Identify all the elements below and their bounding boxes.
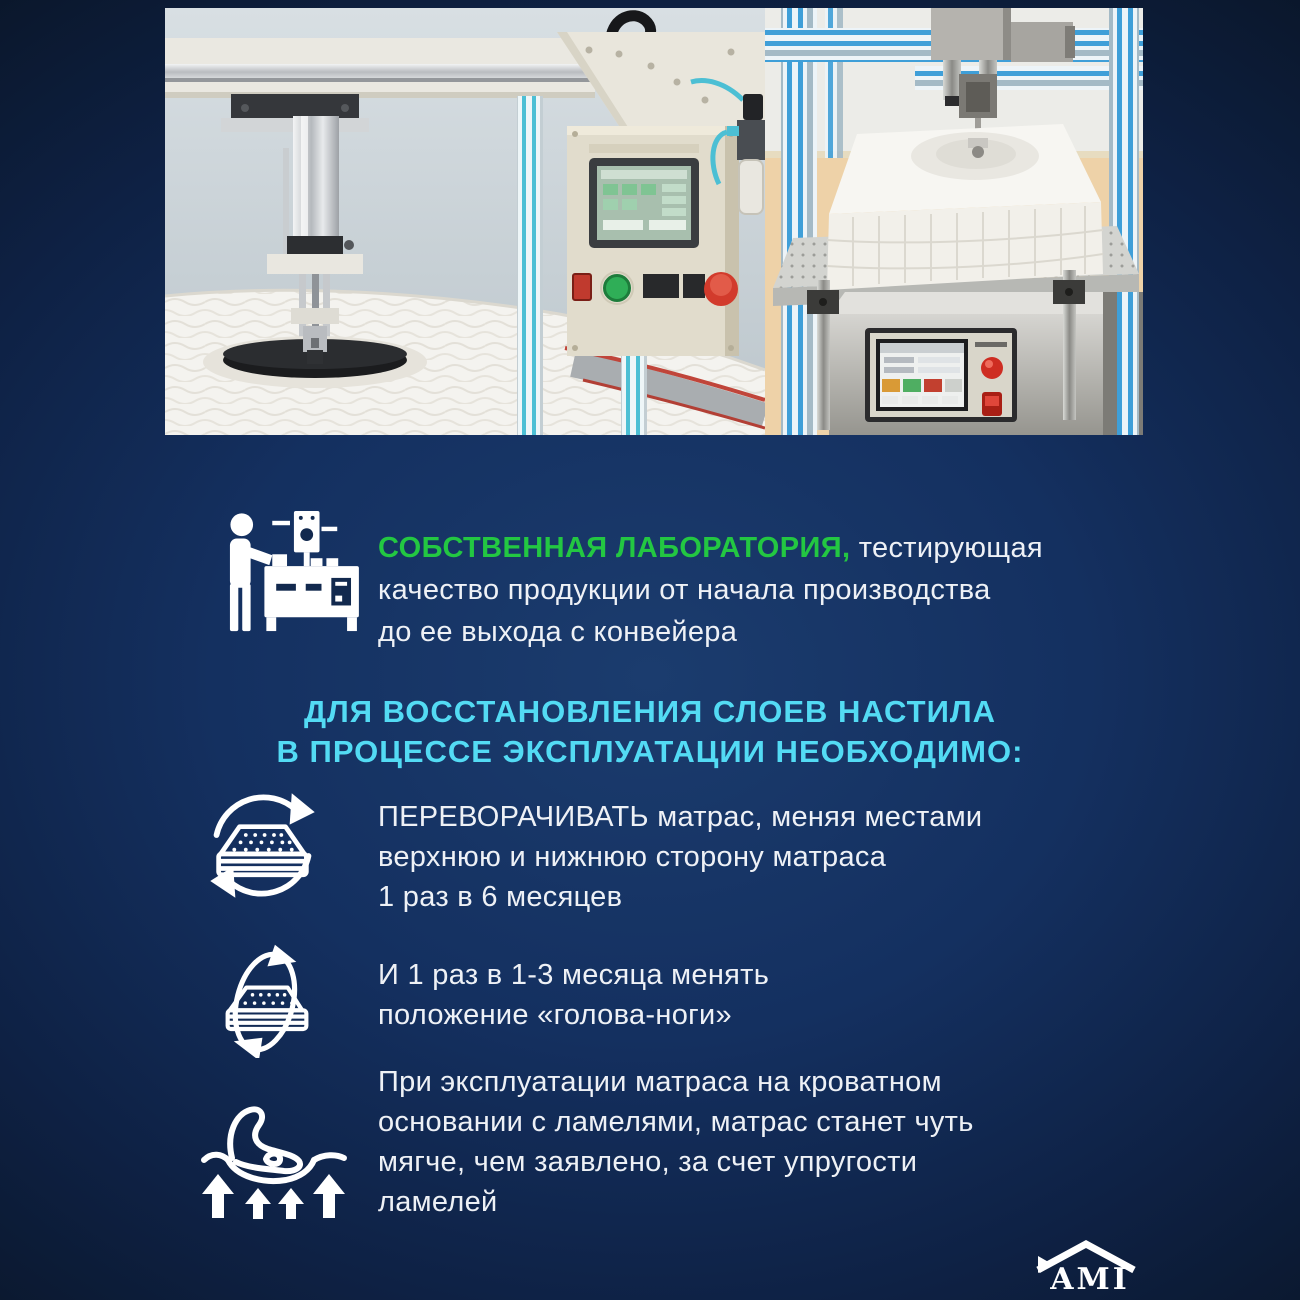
mattress-press-test-illustration (165, 8, 765, 435)
bullet-slats-line3: мягче, чем заявлено, за счет упругости (378, 1146, 918, 1178)
bullet-slats-text (378, 1062, 974, 1222)
lab-intro-text (378, 527, 1043, 653)
bullet-rotate-text (378, 955, 769, 1035)
bullet-rotate-line1: И 1 раз в 1-3 месяца менять (378, 959, 770, 991)
bullet-slats-line1: При эксплуатации матраса на кроватном (378, 1066, 942, 1098)
photo-strip (165, 8, 1143, 435)
lab-intro-line2: качество продукции от начала производства (378, 574, 991, 606)
mattress-press-test-photo (165, 8, 765, 435)
bullet-flip-line1: ПЕРЕВОРАЧИВАТЬ матрас, меняя местами (378, 801, 983, 833)
bullet-flip-line3: 1 раз в 6 месяцев (378, 881, 623, 913)
laboratory-testing-bench-icon (213, 509, 365, 635)
bullet-rotate-line2: положение «голова-ноги» (378, 999, 732, 1031)
bullet-slats-line2: основании с ламелями, матрас станет чуть (378, 1106, 974, 1138)
bullet-slats-line4: ламелей (378, 1186, 498, 1218)
section-heading-line1: ДЛЯ ВОССТАНОВЛЕНИЯ СЛОЕВ НАСТИЛА (303, 694, 997, 729)
brand-logo (1028, 1236, 1150, 1294)
flip-mattress-icon (204, 787, 321, 904)
slatted-base-softness-icon (196, 1098, 351, 1220)
lab-intro-line1: тестирующая (858, 532, 1043, 564)
brand-logo-text: AMI (1050, 1262, 1130, 1294)
bullet-flip-line2: верхнюю и нижнюю сторону матраса (378, 841, 887, 873)
house-roof-icon (1028, 1236, 1150, 1294)
lab-intro-line3: до ее выхода с конвейера (378, 616, 738, 648)
pocket-spring-tester-illustration (765, 8, 1143, 435)
lab-intro-highlight: СОБСТВЕННАЯ ЛАБОРАТОРИЯ, (378, 532, 851, 564)
section-heading (0, 692, 1300, 772)
section-heading-line2: В ПРОЦЕССЕ ЭКСПЛУАТАЦИИ НЕОБХОДИМО: (276, 734, 1024, 769)
pocket-spring-tester-photo (765, 8, 1143, 435)
bullet-flip-text (378, 797, 982, 917)
rotate-head-feet-icon (214, 942, 320, 1058)
